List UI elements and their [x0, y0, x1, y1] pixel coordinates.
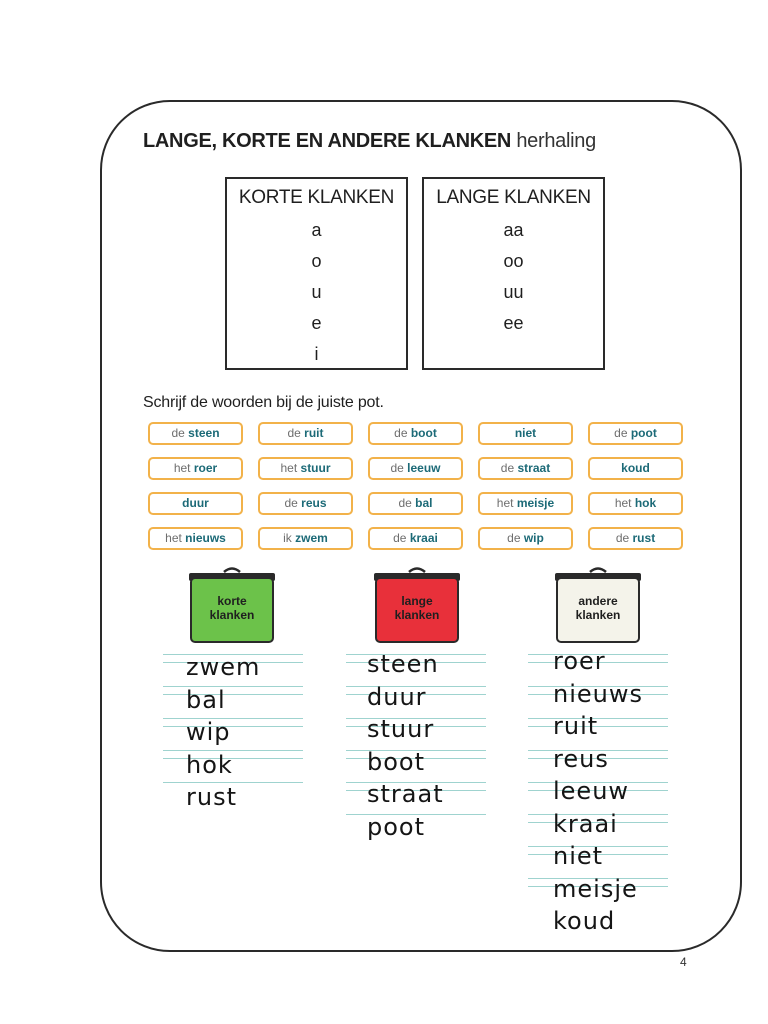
pot-label [552, 594, 644, 622]
lange-klanken-box [422, 177, 605, 370]
word-chip [478, 492, 573, 515]
pot-andere-klanken [552, 566, 644, 646]
written-word: ruit [553, 712, 599, 740]
chip-word: straat [517, 461, 551, 475]
chip-word: wip [523, 531, 544, 545]
chip-word: meisje [516, 496, 555, 510]
word-chip [368, 422, 463, 445]
word-chip [148, 492, 243, 515]
word-chip [258, 492, 353, 515]
chip-word: rust [632, 531, 656, 545]
chip-word: niet [514, 426, 537, 440]
korte-klank-item: e [311, 313, 322, 333]
chip-word: boot [410, 426, 437, 440]
pot-korte-klanken [186, 566, 278, 646]
word-chip [258, 527, 353, 550]
chip-article: het [496, 496, 514, 510]
chip-word: roer [193, 461, 218, 475]
written-word: steen [367, 650, 439, 678]
korte-klank-item: a [311, 220, 322, 240]
written-word: meisje [553, 874, 638, 903]
lange-klanken-heading: LANGE KLANKEN [436, 187, 591, 208]
lange-klank-item: oo [503, 251, 524, 271]
chip-word: hok [634, 496, 657, 510]
chip-article: het [614, 496, 632, 510]
word-chip [588, 422, 683, 445]
korte-klanken-list [227, 215, 406, 370]
korte-klanken-box [225, 177, 408, 370]
word-chip [478, 422, 573, 445]
korte-klanken-words [186, 651, 260, 814]
word-chip [148, 527, 243, 550]
word-chip [148, 422, 243, 445]
written-word: niet [553, 842, 604, 870]
written-word: roer [553, 647, 606, 675]
chip-word: bal [415, 496, 433, 510]
written-word: nieuws [553, 679, 643, 708]
lange-klanken-list [424, 215, 603, 339]
written-word: boot [367, 747, 426, 776]
word-chip-grid [148, 422, 683, 550]
chip-word: leeuw [407, 461, 441, 475]
pot-label-line: lange [401, 594, 433, 608]
word-chip [258, 422, 353, 445]
lange-klank-item: ee [503, 313, 524, 333]
word-chip [588, 457, 683, 480]
chip-word: ruit [304, 426, 324, 440]
pot-lange-klanken [371, 566, 463, 646]
written-word: poot [367, 812, 426, 841]
chip-article: het [165, 531, 182, 545]
chip-word: stuur [300, 461, 331, 475]
lange-klank-item: uu [503, 282, 524, 302]
pot-label-line: klanken [575, 608, 621, 622]
written-word: straat [367, 780, 444, 808]
chip-word: kraai [409, 531, 438, 545]
chip-article: de [393, 531, 407, 545]
word-chip [368, 492, 463, 515]
word-chip [258, 457, 353, 480]
written-word: koud [553, 907, 616, 935]
written-word: duur [367, 682, 427, 711]
written-word: zwem [186, 653, 261, 681]
chip-word: poot [630, 426, 657, 440]
written-word: hok [186, 750, 233, 779]
chip-article: de [171, 426, 185, 440]
chip-article: de [398, 496, 412, 510]
chip-article: het [173, 461, 191, 475]
chip-article: de [287, 426, 301, 440]
chip-article: de [500, 461, 515, 475]
chip-word: nieuws [185, 531, 226, 545]
chip-word: duur [182, 496, 209, 510]
chip-word: zwem [295, 531, 328, 545]
word-chip [368, 527, 463, 550]
chip-article: ik [283, 531, 292, 545]
page-number: 4 [680, 955, 687, 969]
pot-label-line: korte [217, 594, 247, 608]
korte-klank-item: u [311, 282, 322, 302]
title-sub: herhaling [516, 130, 596, 152]
pot-label-line: klanken [209, 608, 255, 622]
word-chip [368, 457, 463, 480]
lange-klanken-words [367, 648, 444, 843]
word-chip [478, 457, 573, 480]
instruction-text: Schrijf de woorden bij de juiste pot. [143, 394, 384, 411]
written-word: rust [186, 783, 237, 811]
pot-label-line: andere [578, 594, 618, 608]
title-main: LANGE, KORTE EN ANDERE KLANKEN [143, 130, 512, 152]
chip-article: de [614, 426, 628, 440]
written-word: reus [553, 744, 609, 773]
chip-word: koud [621, 461, 650, 475]
written-word: stuur [367, 715, 435, 743]
word-chip [478, 527, 573, 550]
pot-label [186, 594, 278, 622]
korte-klanken-heading: KORTE KLANKEN [238, 187, 395, 208]
written-word: leeuw [553, 777, 630, 805]
chip-article: de [615, 531, 630, 545]
chip-article: de [507, 531, 521, 545]
chip-article: het [280, 461, 298, 475]
chip-article: de [394, 426, 408, 440]
pot-label [371, 594, 463, 622]
word-chip [588, 527, 683, 550]
pot-label-line: klanken [394, 608, 440, 622]
written-word: kraai [553, 809, 618, 838]
written-word: wip [186, 718, 231, 746]
andere-klanken-words [553, 645, 643, 938]
chip-article: de [390, 461, 404, 475]
word-chip [148, 457, 243, 480]
lange-klank-item: aa [503, 220, 524, 240]
word-chip [588, 492, 683, 515]
korte-klank-item: o [311, 251, 322, 271]
chip-word: reus [301, 496, 327, 510]
chip-word: steen [188, 426, 220, 440]
chip-article: de [284, 496, 298, 510]
page-title [143, 130, 596, 153]
korte-klank-item: i [314, 344, 319, 364]
written-word: bal [186, 685, 226, 714]
